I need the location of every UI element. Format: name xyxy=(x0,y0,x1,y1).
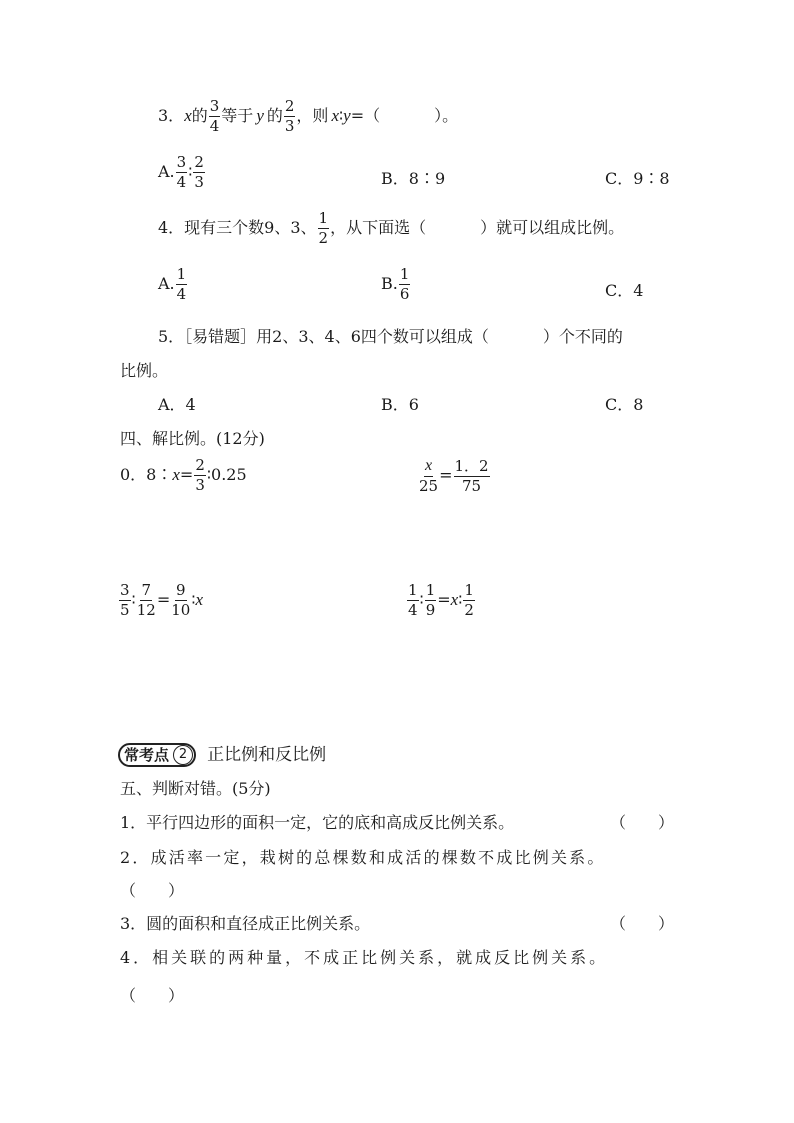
denominator: 6 xyxy=(399,285,410,303)
denominator: 10 xyxy=(171,601,191,619)
q4-option-a[interactable] xyxy=(158,267,188,302)
numerator: 9 xyxy=(175,581,186,599)
equals-sign: = xyxy=(156,590,171,609)
fraction xyxy=(176,155,188,190)
fraction xyxy=(176,267,188,302)
question-5 xyxy=(158,324,623,347)
q3-option-c[interactable]: C．9∶8 xyxy=(605,169,670,188)
q4-option-b[interactable] xyxy=(381,267,411,302)
text: 等于 xyxy=(221,106,254,125)
variable-x: x xyxy=(195,590,204,609)
denominator: 4 xyxy=(408,601,418,619)
numerator: 1 xyxy=(464,581,474,599)
numerator: 1 xyxy=(408,581,418,599)
judge-item-3: 3．圆的面积和直径成正比例关系。 xyxy=(120,914,371,933)
denominator: 3 xyxy=(194,173,204,191)
question-4 xyxy=(158,211,624,246)
numerator: 2 xyxy=(195,456,205,474)
variable-x: x xyxy=(450,590,459,609)
numerator: 2 xyxy=(194,153,204,171)
fraction xyxy=(193,155,205,190)
text: ∶0.25 xyxy=(206,465,247,484)
judge-item-2: 2．成活率一定，栽树的总棵数和成活的棵数不成比例关系。 xyxy=(120,848,606,867)
denominator: 3 xyxy=(195,476,205,494)
fraction xyxy=(407,583,419,618)
fraction xyxy=(425,583,437,618)
section-4-title: 四、解比例。(12分) xyxy=(120,429,265,448)
numerator: 2 xyxy=(284,97,295,115)
numerator: 1 xyxy=(399,265,410,283)
q3-option-b[interactable]: B．8∶9 xyxy=(381,169,446,188)
option-label: A. xyxy=(158,274,175,293)
denominator: 12 xyxy=(136,601,156,619)
judge-item-1: 1．平行四边形的面积一定，它的底和高成反比例关系。 xyxy=(120,813,515,832)
ratio-sign: ∶ xyxy=(458,590,463,609)
equation-4 xyxy=(406,583,476,618)
text: 4．现有三个数9、3、 xyxy=(158,218,317,237)
judge-item-4: 4．相关联的两种量，不成正比例关系，就成反比例关系。 xyxy=(120,948,609,967)
numerator: 7 xyxy=(141,581,152,599)
variable-y: y xyxy=(256,106,264,125)
topic-header xyxy=(118,740,326,767)
text: 5．［易错题］用2、3、4、6四个数可以组成（ xyxy=(158,327,489,346)
question-number: 3． xyxy=(158,106,185,125)
topic-title: 正比例和反比例 xyxy=(207,745,327,765)
numerator: 3 xyxy=(120,581,130,599)
denominator: 4 xyxy=(176,173,187,191)
ratio-sign: ∶ xyxy=(191,590,196,609)
text: 的 xyxy=(266,106,283,125)
fraction xyxy=(318,211,330,246)
judge-item-3-answer[interactable]: （ ） xyxy=(610,914,675,933)
ratio-sign: ∶ xyxy=(419,590,424,609)
denominator: 9 xyxy=(425,601,436,619)
variable-x: x xyxy=(172,465,180,484)
fraction xyxy=(463,583,475,618)
numerator: 1．2 xyxy=(454,456,489,475)
judge-item-1-answer[interactable]: （ ） xyxy=(610,813,675,832)
denominator: 3 xyxy=(284,117,295,135)
q4-option-c[interactable]: C．4 xyxy=(605,281,644,300)
numerator: x xyxy=(424,458,433,477)
text: ）个不同的 xyxy=(542,327,623,346)
numerator: 1 xyxy=(176,265,187,283)
denominator: 25 xyxy=(419,477,439,495)
denominator: 4 xyxy=(209,117,220,135)
numerator: 1 xyxy=(318,209,329,227)
fraction xyxy=(399,267,411,302)
equation-1 xyxy=(120,458,247,493)
fraction xyxy=(137,583,156,618)
fraction xyxy=(119,583,131,618)
equation-2 xyxy=(418,458,491,494)
text: 0．8∶ xyxy=(120,465,173,484)
variable-y: y xyxy=(343,106,351,125)
fraction xyxy=(454,456,490,495)
option-label: A. xyxy=(158,162,175,181)
section-5-title: 五、判断对错。(5分) xyxy=(120,779,271,798)
numerator: 3 xyxy=(176,153,187,171)
equals-sign: = xyxy=(439,465,453,485)
ratio-sign: ∶ xyxy=(338,106,344,125)
option-label: B. xyxy=(381,274,398,293)
q5-option-a[interactable]: A．4 xyxy=(158,395,196,414)
variable-x: x xyxy=(184,106,192,125)
q5-option-c[interactable]: C．8 xyxy=(605,395,644,414)
equation-3 xyxy=(118,583,203,618)
fraction xyxy=(284,99,296,134)
text: ）就可以组成比例。 xyxy=(480,218,625,237)
badge-number: 2 xyxy=(173,745,193,765)
ratio-sign: ∶ xyxy=(188,162,193,181)
badge-text: 常考点 xyxy=(124,746,170,764)
denominator: 5 xyxy=(120,601,130,619)
denominator: 4 xyxy=(176,285,187,303)
q3-option-a[interactable] xyxy=(158,155,206,190)
text: 的 xyxy=(191,106,208,125)
text: =（ xyxy=(350,106,381,125)
denominator: 2 xyxy=(464,601,474,619)
judge-item-4-answer[interactable]: （ ） xyxy=(120,986,185,1005)
judge-item-2-answer[interactable]: （ ） xyxy=(120,881,185,900)
ratio-sign: ∶ xyxy=(131,590,136,609)
question-3 xyxy=(158,99,458,134)
numerator: 3 xyxy=(209,97,220,115)
fraction xyxy=(171,583,190,618)
text: ，则 xyxy=(296,106,329,125)
text: ）。 xyxy=(434,106,459,125)
equals-sign: = xyxy=(179,465,194,484)
denominator: 2 xyxy=(318,229,329,247)
equals-sign: = xyxy=(437,590,451,609)
fraction xyxy=(194,458,206,493)
fraction xyxy=(419,458,438,494)
variable-x: x xyxy=(331,106,339,125)
fraction xyxy=(209,99,221,134)
numerator: 1 xyxy=(425,581,436,599)
topic-badge xyxy=(118,743,196,767)
question-5-cont: 比例。 xyxy=(120,361,169,380)
q5-option-b[interactable]: B．6 xyxy=(381,395,419,414)
text: ，从下面选（ xyxy=(330,218,427,237)
denominator: 75 xyxy=(462,476,482,495)
